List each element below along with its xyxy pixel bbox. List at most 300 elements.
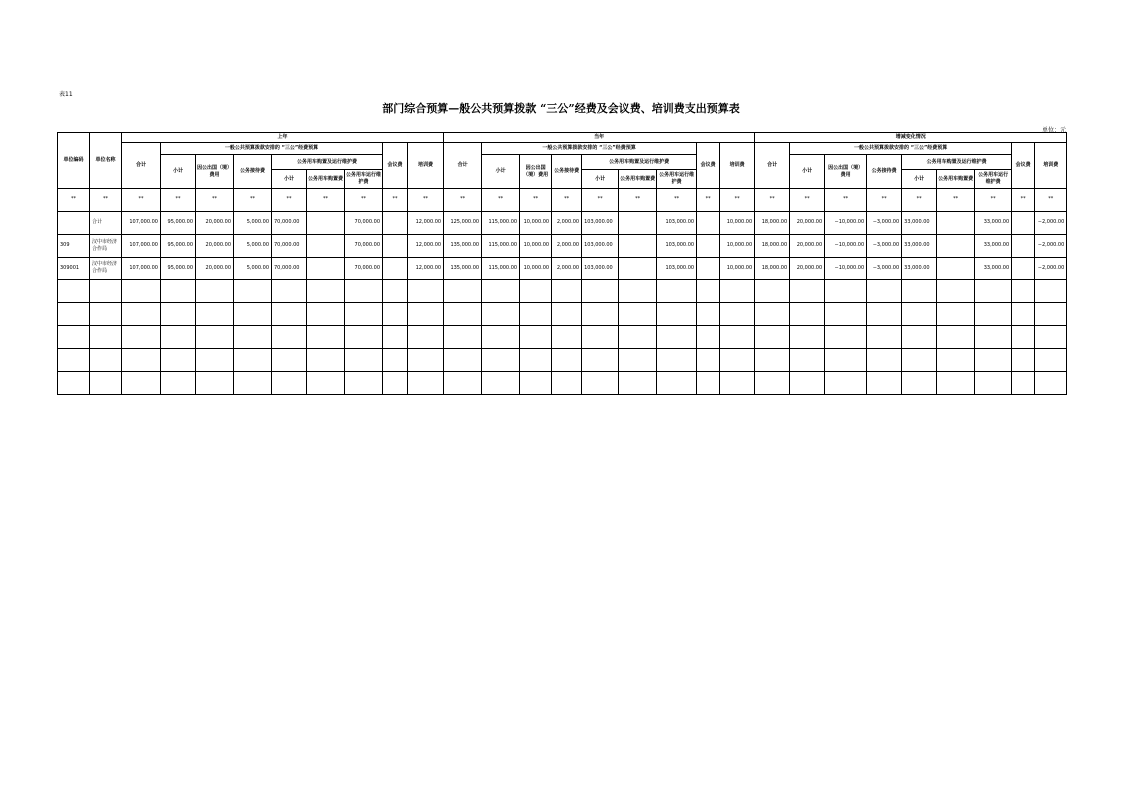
- value-cell: 33,000.00: [902, 234, 937, 257]
- empty-cell: [90, 326, 122, 349]
- value-cell: 95,000.00: [161, 211, 196, 234]
- empty-cell: [196, 371, 234, 394]
- value-cell: 70,000.00: [345, 211, 383, 234]
- empty-cell: [520, 326, 552, 349]
- value-cell: 18,000.00: [755, 234, 790, 257]
- empty-cell: [161, 303, 196, 326]
- empty-cell: [937, 280, 975, 303]
- star-cell: **: [1012, 189, 1035, 212]
- value-cell: 103,000.00: [657, 257, 697, 280]
- empty-cell: [345, 326, 383, 349]
- empty-cell: [657, 280, 697, 303]
- empty-cell: [657, 326, 697, 349]
- value-cell: 10,000.00: [720, 257, 755, 280]
- value-cell: 18,000.00: [755, 257, 790, 280]
- empty-cell: [408, 280, 444, 303]
- empty-cell: [383, 348, 408, 371]
- empty-cell: [790, 303, 825, 326]
- empty-cell: [520, 303, 552, 326]
- empty-cell: [520, 371, 552, 394]
- star-cell: **: [619, 189, 657, 212]
- star-cell: **: [867, 189, 902, 212]
- empty-cell: [122, 326, 161, 349]
- star-cell: **: [582, 189, 619, 212]
- value-cell: [697, 257, 720, 280]
- header-total: 合计: [444, 143, 482, 189]
- value-cell: 115,000.00: [482, 257, 520, 280]
- value-cell: 20,000.00: [790, 257, 825, 280]
- value-cell: [619, 211, 657, 234]
- budget-table: [57, 132, 1067, 395]
- star-cell: **: [482, 189, 520, 212]
- empty-cell: [582, 371, 619, 394]
- star-cell: **: [196, 189, 234, 212]
- table-row: [58, 211, 1067, 234]
- empty-cell: [867, 326, 902, 349]
- empty-cell: [196, 280, 234, 303]
- empty-cell: [196, 303, 234, 326]
- empty-cell: [1012, 348, 1035, 371]
- empty-cell: [58, 371, 90, 394]
- header-vehicle-maint: 公务用车运行维护费: [345, 170, 383, 189]
- value-cell: [697, 234, 720, 257]
- value-cell: 103,000.00: [582, 257, 619, 280]
- empty-cell: [619, 348, 657, 371]
- empty-cell: [307, 280, 345, 303]
- empty-cell: [482, 371, 520, 394]
- unit-label: 单位：元: [1041, 127, 1066, 134]
- value-cell: 95,000.00: [161, 234, 196, 257]
- empty-cell: [825, 326, 867, 349]
- empty-cell: [90, 371, 122, 394]
- empty-cell: [408, 303, 444, 326]
- unit-code-cell: [58, 211, 90, 234]
- empty-cell: [234, 371, 272, 394]
- empty-cell: [937, 348, 975, 371]
- empty-cell: [234, 348, 272, 371]
- value-cell: [307, 211, 345, 234]
- empty-cell: [482, 326, 520, 349]
- value-cell: −2,000.00: [1035, 234, 1067, 257]
- empty-cell: [122, 303, 161, 326]
- value-cell: −10,000.00: [825, 257, 867, 280]
- header-vehicle-purchase: 公务用车购置费: [307, 170, 345, 189]
- empty-cell: [552, 303, 582, 326]
- empty-row: [58, 303, 1067, 326]
- header-meeting: 会议费: [383, 143, 408, 189]
- star-cell: **: [90, 189, 122, 212]
- value-cell: 103,000.00: [657, 234, 697, 257]
- star-cell: **: [444, 189, 482, 212]
- empty-cell: [272, 326, 307, 349]
- empty-cell: [482, 348, 520, 371]
- header-vehicle-purchase: 公务用车购置费: [619, 170, 657, 189]
- value-cell: −3,000.00: [867, 211, 902, 234]
- value-cell: 10,000.00: [520, 234, 552, 257]
- header-meeting: 会议费: [1012, 143, 1035, 189]
- empty-cell: [825, 303, 867, 326]
- value-cell: 70,000.00: [345, 257, 383, 280]
- empty-cell: [234, 280, 272, 303]
- value-cell: 95,000.00: [161, 257, 196, 280]
- empty-cell: [720, 303, 755, 326]
- header-abroad: 因公出国（境）费用: [520, 155, 552, 189]
- empty-cell: [720, 371, 755, 394]
- empty-cell: [619, 326, 657, 349]
- header-total: 合计: [122, 143, 161, 189]
- value-cell: 70,000.00: [272, 234, 307, 257]
- empty-cell: [408, 371, 444, 394]
- value-cell: 2,000.00: [552, 234, 582, 257]
- empty-cell: [867, 371, 902, 394]
- empty-cell: [902, 303, 937, 326]
- empty-cell: [444, 371, 482, 394]
- value-cell: 33,000.00: [902, 211, 937, 234]
- empty-cell: [1012, 326, 1035, 349]
- empty-cell: [755, 326, 790, 349]
- value-cell: 103,000.00: [582, 234, 619, 257]
- value-cell: 135,000.00: [444, 234, 482, 257]
- empty-cell: [755, 371, 790, 394]
- empty-cell: [196, 348, 234, 371]
- star-row: [58, 189, 1067, 212]
- empty-cell: [825, 280, 867, 303]
- star-cell: **: [825, 189, 867, 212]
- header-total: 合计: [755, 143, 790, 189]
- header-training: 培训费: [720, 143, 755, 189]
- value-cell: 10,000.00: [520, 211, 552, 234]
- empty-cell: [408, 326, 444, 349]
- header-vehicle-group: 公务用车购置及运行维护费: [272, 155, 383, 170]
- empty-cell: [58, 348, 90, 371]
- value-cell: 20,000.00: [196, 234, 234, 257]
- empty-cell: [383, 326, 408, 349]
- star-cell: **: [161, 189, 196, 212]
- empty-cell: [720, 326, 755, 349]
- star-cell: **: [307, 189, 345, 212]
- empty-cell: [1035, 280, 1067, 303]
- empty-cell: [90, 348, 122, 371]
- value-cell: [937, 234, 975, 257]
- value-cell: 125,000.00: [444, 211, 482, 234]
- value-cell: [1012, 211, 1035, 234]
- empty-cell: [755, 303, 790, 326]
- value-cell: 107,000.00: [122, 211, 161, 234]
- empty-cell: [520, 280, 552, 303]
- value-cell: 10,000.00: [720, 234, 755, 257]
- value-cell: [697, 211, 720, 234]
- value-cell: 20,000.00: [196, 211, 234, 234]
- empty-cell: [697, 303, 720, 326]
- empty-cell: [825, 348, 867, 371]
- header-sub-group: 一般公共预算拨款安排的 “三公”经费预算: [790, 143, 1012, 155]
- empty-cell: [697, 371, 720, 394]
- empty-cell: [307, 371, 345, 394]
- empty-cell: [975, 326, 1012, 349]
- empty-cell: [1012, 303, 1035, 326]
- empty-cell: [122, 348, 161, 371]
- empty-cell: [582, 326, 619, 349]
- value-cell: [619, 257, 657, 280]
- header-unit-name: 单位名称: [90, 133, 122, 189]
- value-cell: 70,000.00: [272, 211, 307, 234]
- empty-cell: [307, 348, 345, 371]
- empty-cell: [90, 303, 122, 326]
- value-cell: [307, 234, 345, 257]
- header-vehicle-maint: 公务用车运行维护费: [975, 170, 1012, 189]
- value-cell: 115,000.00: [482, 234, 520, 257]
- value-cell: 33,000.00: [975, 257, 1012, 280]
- empty-cell: [790, 348, 825, 371]
- star-cell: **: [234, 189, 272, 212]
- empty-cell: [90, 280, 122, 303]
- star-cell: **: [937, 189, 975, 212]
- header-subtotal: 小计: [161, 155, 196, 189]
- star-cell: **: [975, 189, 1012, 212]
- star-cell: **: [552, 189, 582, 212]
- header-subtotal: 小计: [790, 155, 825, 189]
- header-sub-group: 一般公共预算拨款安排的 “三公”经费预算: [161, 143, 383, 155]
- unit-code-cell: 309: [58, 234, 90, 257]
- empty-cell: [552, 280, 582, 303]
- empty-cell: [657, 348, 697, 371]
- empty-cell: [790, 280, 825, 303]
- empty-cell: [825, 371, 867, 394]
- empty-row: [58, 348, 1067, 371]
- value-cell: −3,000.00: [867, 234, 902, 257]
- empty-cell: [196, 326, 234, 349]
- table-row: [58, 234, 1067, 257]
- value-cell: −3,000.00: [867, 257, 902, 280]
- empty-cell: [383, 303, 408, 326]
- star-cell: **: [755, 189, 790, 212]
- value-cell: 33,000.00: [975, 211, 1012, 234]
- header-training: 培训费: [408, 143, 444, 189]
- value-cell: 135,000.00: [444, 257, 482, 280]
- empty-row: [58, 371, 1067, 394]
- empty-cell: [272, 280, 307, 303]
- header-vehicle-maint: 公务用车运行维护费: [657, 170, 697, 189]
- empty-cell: [657, 371, 697, 394]
- empty-cell: [552, 326, 582, 349]
- empty-cell: [720, 348, 755, 371]
- value-cell: 10,000.00: [520, 257, 552, 280]
- table-row: [58, 257, 1067, 280]
- header-vehicle-group: 公务用车购置及运行维护费: [582, 155, 697, 170]
- value-cell: 12,000.00: [408, 211, 444, 234]
- value-cell: 20,000.00: [196, 257, 234, 280]
- empty-cell: [272, 348, 307, 371]
- empty-cell: [975, 280, 1012, 303]
- value-cell: 103,000.00: [582, 211, 619, 234]
- empty-cell: [345, 303, 383, 326]
- unit-code-cell: 309001: [58, 257, 90, 280]
- header-change: 增减变化情况: [755, 133, 1067, 143]
- star-cell: **: [902, 189, 937, 212]
- value-cell: −2,000.00: [1035, 211, 1067, 234]
- header-training: 培训费: [1035, 143, 1067, 189]
- value-cell: [307, 257, 345, 280]
- value-cell: 107,000.00: [122, 234, 161, 257]
- empty-cell: [720, 280, 755, 303]
- header-vehicle-subtotal: 小计: [272, 170, 307, 189]
- value-cell: 115,000.00: [482, 211, 520, 234]
- page-title: 部门综合预算—般公共预算拨款 “三公”经费及会议费、培训费支出预算表: [382, 102, 740, 115]
- empty-cell: [790, 326, 825, 349]
- empty-cell: [444, 303, 482, 326]
- empty-cell: [234, 303, 272, 326]
- value-cell: −10,000.00: [825, 211, 867, 234]
- value-cell: 70,000.00: [272, 257, 307, 280]
- header-reception: 公务接待费: [552, 155, 582, 189]
- header-reception: 公务接待费: [867, 155, 902, 189]
- value-cell: 20,000.00: [790, 234, 825, 257]
- star-cell: **: [272, 189, 307, 212]
- empty-cell: [867, 303, 902, 326]
- empty-cell: [444, 326, 482, 349]
- value-cell: 33,000.00: [902, 257, 937, 280]
- star-cell: **: [657, 189, 697, 212]
- header-unit-code: 单位编码: [58, 133, 90, 189]
- empty-cell: [1035, 326, 1067, 349]
- header-abroad: 因公出国（境）费用: [196, 155, 234, 189]
- empty-cell: [307, 326, 345, 349]
- header-vehicle-group: 公务用车购置及运行维护费: [902, 155, 1012, 170]
- empty-cell: [902, 371, 937, 394]
- empty-cell: [552, 348, 582, 371]
- empty-cell: [383, 280, 408, 303]
- value-cell: [1012, 234, 1035, 257]
- star-cell: **: [122, 189, 161, 212]
- value-cell: [937, 257, 975, 280]
- value-cell: 70,000.00: [345, 234, 383, 257]
- empty-cell: [975, 303, 1012, 326]
- empty-cell: [272, 303, 307, 326]
- star-cell: **: [520, 189, 552, 212]
- unit-name-cell: 汉中市经济合作局: [90, 257, 122, 280]
- value-cell: 5,000.00: [234, 234, 272, 257]
- empty-cell: [867, 348, 902, 371]
- value-cell: 12,000.00: [408, 257, 444, 280]
- value-cell: [383, 234, 408, 257]
- empty-cell: [58, 280, 90, 303]
- star-cell: **: [408, 189, 444, 212]
- empty-cell: [975, 348, 1012, 371]
- header-last-year: 上年: [122, 133, 444, 143]
- empty-cell: [161, 371, 196, 394]
- empty-cell: [272, 371, 307, 394]
- star-cell: **: [697, 189, 720, 212]
- empty-cell: [1012, 280, 1035, 303]
- empty-cell: [937, 326, 975, 349]
- value-cell: [383, 211, 408, 234]
- value-cell: 107,000.00: [122, 257, 161, 280]
- unit-name-cell: 汉中市经济合作局: [90, 234, 122, 257]
- empty-cell: [161, 326, 196, 349]
- value-cell: 33,000.00: [975, 234, 1012, 257]
- empty-cell: [1035, 348, 1067, 371]
- star-cell: **: [383, 189, 408, 212]
- empty-cell: [122, 371, 161, 394]
- value-cell: [619, 234, 657, 257]
- empty-cell: [1035, 303, 1067, 326]
- empty-cell: [345, 348, 383, 371]
- empty-cell: [122, 280, 161, 303]
- empty-cell: [975, 371, 1012, 394]
- star-cell: **: [720, 189, 755, 212]
- header-this-year: 当年: [444, 133, 755, 143]
- empty-cell: [58, 326, 90, 349]
- value-cell: 2,000.00: [552, 211, 582, 234]
- empty-cell: [383, 371, 408, 394]
- empty-cell: [161, 348, 196, 371]
- empty-cell: [58, 303, 90, 326]
- value-cell: [383, 257, 408, 280]
- empty-cell: [697, 280, 720, 303]
- empty-cell: [697, 348, 720, 371]
- empty-cell: [408, 348, 444, 371]
- empty-cell: [552, 371, 582, 394]
- value-cell: 18,000.00: [755, 211, 790, 234]
- empty-cell: [937, 371, 975, 394]
- value-cell: 20,000.00: [790, 211, 825, 234]
- header-vehicle-purchase: 公务用车购置费: [937, 170, 975, 189]
- header-vehicle-subtotal: 小计: [902, 170, 937, 189]
- value-cell: 103,000.00: [657, 211, 697, 234]
- empty-cell: [790, 371, 825, 394]
- empty-cell: [657, 303, 697, 326]
- empty-cell: [444, 348, 482, 371]
- empty-cell: [867, 280, 902, 303]
- star-cell: **: [58, 189, 90, 212]
- empty-cell: [307, 303, 345, 326]
- empty-row: [58, 280, 1067, 303]
- empty-cell: [697, 326, 720, 349]
- empty-cell: [482, 280, 520, 303]
- header-meeting: 会议费: [697, 143, 720, 189]
- value-cell: 12,000.00: [408, 234, 444, 257]
- header-vehicle-subtotal: 小计: [582, 170, 619, 189]
- header-abroad: 因公出国（境）费用: [825, 155, 867, 189]
- empty-cell: [520, 348, 552, 371]
- empty-cell: [582, 280, 619, 303]
- unit-name-cell: 合计: [90, 211, 122, 234]
- empty-cell: [345, 280, 383, 303]
- empty-cell: [902, 348, 937, 371]
- empty-cell: [582, 348, 619, 371]
- star-cell: **: [345, 189, 383, 212]
- empty-cell: [482, 303, 520, 326]
- empty-cell: [755, 280, 790, 303]
- empty-cell: [619, 371, 657, 394]
- empty-cell: [345, 371, 383, 394]
- value-cell: −2,000.00: [1035, 257, 1067, 280]
- empty-cell: [619, 280, 657, 303]
- empty-cell: [755, 348, 790, 371]
- value-cell: [937, 211, 975, 234]
- empty-cell: [902, 280, 937, 303]
- star-cell: **: [1035, 189, 1067, 212]
- table-number: 表11: [59, 91, 73, 98]
- header-subtotal: 小计: [482, 155, 520, 189]
- empty-cell: [937, 303, 975, 326]
- header-reception: 公务接待费: [234, 155, 272, 189]
- empty-cell: [902, 326, 937, 349]
- empty-cell: [234, 326, 272, 349]
- header-sub-group: 一般公共预算拨款安排的 “三公”经费预算: [482, 143, 697, 155]
- empty-cell: [582, 303, 619, 326]
- empty-cell: [619, 303, 657, 326]
